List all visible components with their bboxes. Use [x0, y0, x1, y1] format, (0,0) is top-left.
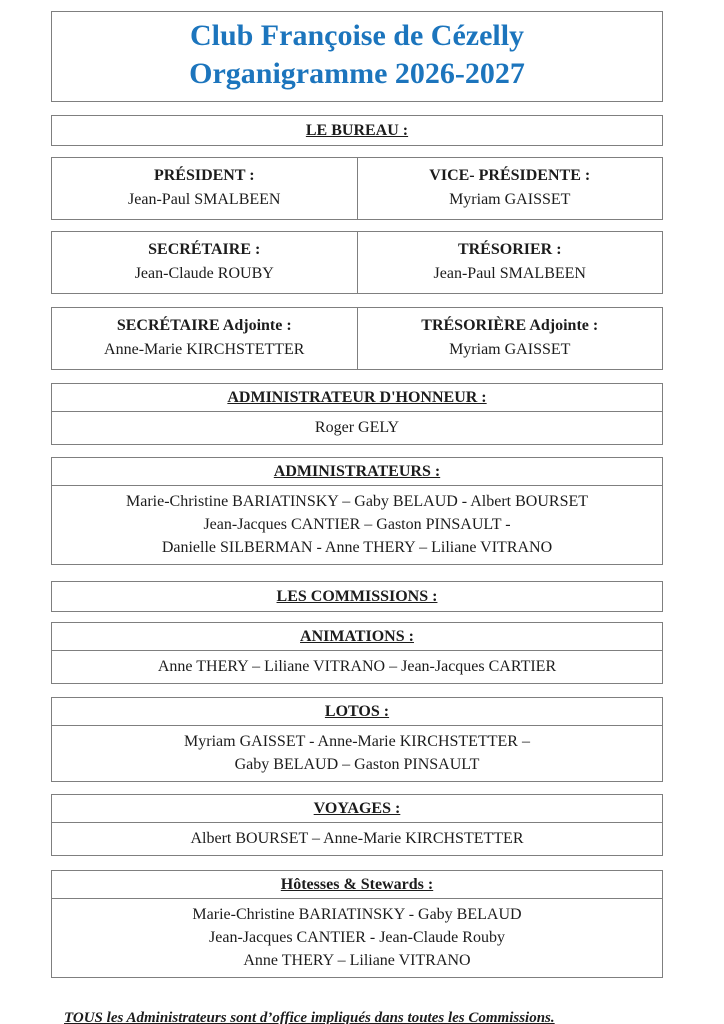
title-box	[51, 11, 663, 102]
section-honorary-body	[52, 412, 662, 444]
bureau-row-adjointes	[51, 307, 663, 370]
honorary-heading: ADMINISTRATEUR D'HONNEUR :	[227, 389, 487, 406]
voyages-heading: VOYAGES :	[313, 800, 401, 817]
role-title: TRÉSORIER :	[457, 241, 562, 258]
document-title-line1: Club Françoise de Cézelly	[189, 19, 525, 52]
role-cell-vice-presidente	[357, 158, 663, 219]
footer-note: TOUS les Administrateurs sont d’office impliqués dans toutes les Commissions.	[64, 1010, 555, 1024]
role-name: Jean-Claude ROUBY	[134, 265, 274, 282]
role-name: Myriam GAISSET	[449, 191, 571, 208]
role-cell-tresoriere-adjointe	[357, 308, 663, 369]
section-lotos	[51, 697, 663, 782]
commissions-heading-box	[51, 581, 663, 612]
section-voyages-header	[52, 795, 662, 823]
role-name: Anne-Marie KIRCHSTETTER	[104, 341, 305, 358]
bureau-heading: LE BUREAU :	[305, 122, 409, 139]
administrators-heading: ADMINISTRATEURS :	[273, 463, 441, 480]
role-title: SECRÉTAIRE Adjointe :	[116, 317, 292, 334]
document-title-line2: Organigramme 2026-2027	[189, 57, 525, 90]
section-animations-header	[52, 623, 662, 651]
section-lotos-header	[52, 698, 662, 726]
hotesses-heading: Hôtesses & Stewards :	[280, 876, 434, 893]
voyages-line: Albert BOURSET – Anne-Marie KIRCHSTETTER	[190, 830, 524, 847]
role-title: SECRÉTAIRE :	[148, 241, 261, 258]
section-administrators-body	[52, 486, 662, 564]
administrators-line: Marie-Christine BARIATINSKY – Gaby BELAUD - Albert BOURSET	[125, 493, 589, 510]
honorary-name: Roger GELY	[314, 419, 400, 436]
lotos-heading: LOTOS :	[324, 703, 390, 720]
administrators-line: Jean-Jacques CANTIER – Gaston PINSAULT -	[203, 516, 511, 533]
role-name: Myriam GAISSET	[449, 341, 571, 358]
bureau-row-president	[51, 157, 663, 220]
section-administrators-header	[52, 458, 662, 486]
section-animations-body	[52, 651, 662, 683]
hotesses-line: Marie-Christine BARIATINSKY - Gaby BELAUD	[192, 906, 522, 923]
commissions-heading: LES COMMISSIONS :	[276, 588, 438, 605]
bureau-heading-box	[51, 115, 663, 146]
section-honorary-header	[52, 384, 662, 412]
role-name: Jean-Paul SMALBEEN	[128, 191, 281, 208]
role-cell-secretaire-adjointe	[52, 308, 357, 369]
section-honorary	[51, 383, 663, 445]
hotesses-line: Anne THERY – Liliane VITRANO	[243, 952, 471, 969]
section-hotesses-body	[52, 899, 662, 977]
section-hotesses	[51, 870, 663, 978]
lotos-line: Myriam GAISSET - Anne-Marie KIRCHSTETTER –	[184, 733, 530, 750]
role-cell-secretaire	[52, 232, 357, 293]
bureau-row-secretaire	[51, 231, 663, 294]
animations-line: Anne THERY – Liliane VITRANO – Jean-Jacques CARTIER	[157, 658, 557, 675]
role-cell-tresorier	[357, 232, 663, 293]
section-lotos-body	[52, 726, 662, 781]
role-cell-president	[52, 158, 357, 219]
administrators-line: Danielle SILBERMAN - Anne THERY – Liliane VITRANO	[161, 539, 553, 556]
role-title: VICE- PRÉSIDENTE :	[429, 167, 591, 184]
lotos-line: Gaby BELAUD – Gaston PINSAULT	[234, 756, 480, 773]
section-hotesses-header	[52, 871, 662, 899]
hotesses-line: Jean-Jacques CANTIER - Jean-Claude Rouby	[209, 929, 505, 946]
section-administrators	[51, 457, 663, 565]
role-title: TRÉSORIÈRE Adjointe :	[421, 317, 599, 334]
role-title: PRÉSIDENT :	[153, 167, 255, 184]
role-name: Jean-Paul SMALBEEN	[433, 265, 586, 282]
section-voyages-body	[52, 823, 662, 855]
section-animations	[51, 622, 663, 684]
section-voyages	[51, 794, 663, 856]
animations-heading: ANIMATIONS :	[300, 628, 414, 645]
